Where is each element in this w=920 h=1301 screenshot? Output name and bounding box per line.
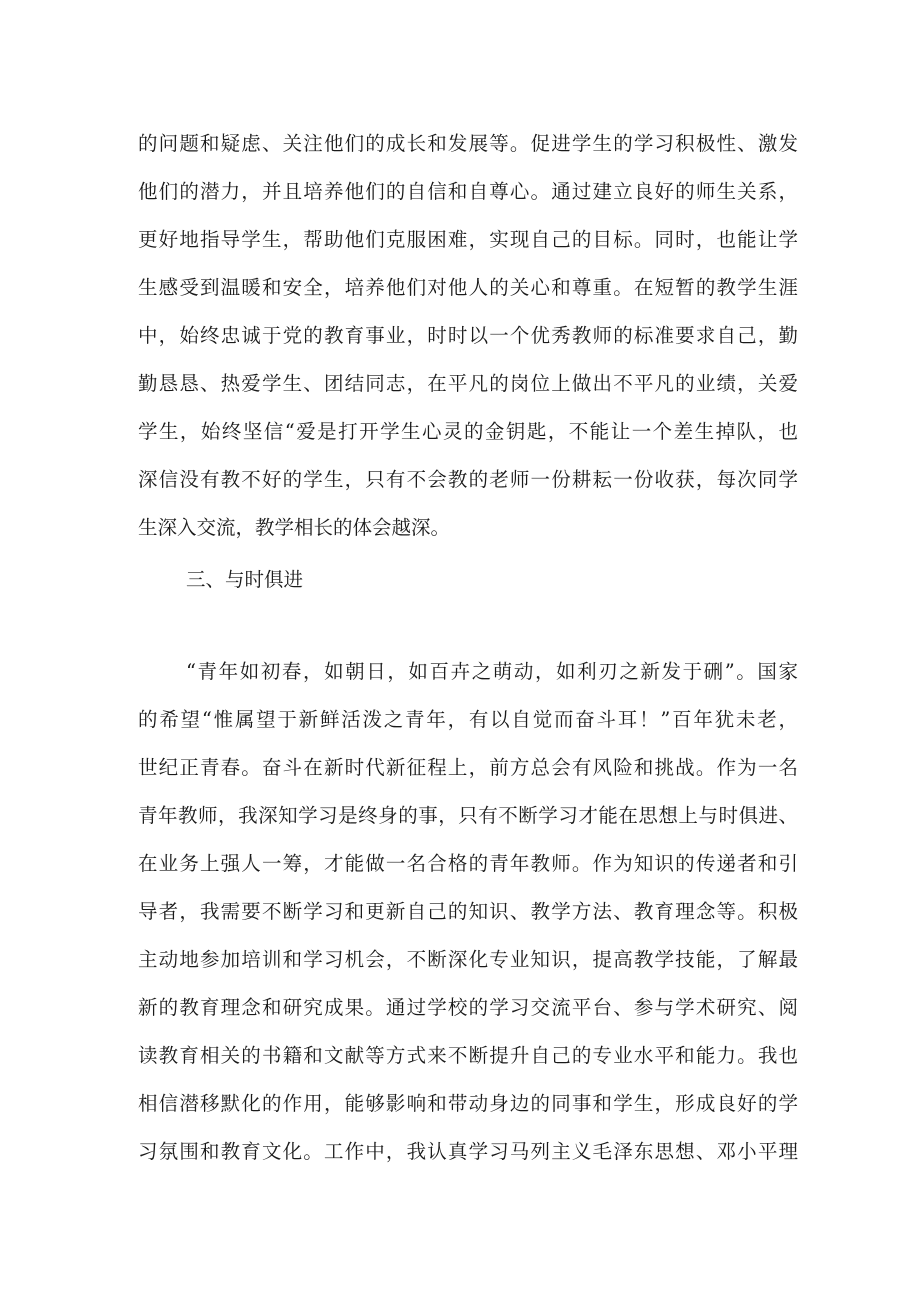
paragraph-line: 在业务上强人一筹，才能做一名合格的青年教师。作为知识的传递者和引 [138, 852, 798, 875]
paragraph-line: 的希望“惟属望于新鲜活泼之青年，有以自觉而奋斗耳！”百年犹未老， [138, 708, 798, 731]
paragraph-line: 习氛围和教育文化。工作中，我认真学习马列主义毛泽东思想、邓小平理 [138, 1140, 798, 1163]
paragraph-line: 他们的潜力，并且培养他们的自信和自尊心。通过建立良好的师生关系， [138, 180, 798, 203]
paragraph-line: 生感受到温暖和安全，培养他们对他人的关心和尊重。在短暂的教学生涯 [138, 276, 798, 299]
paragraph-line: 生深入交流，教学相长的体会越深。 [138, 516, 451, 539]
paragraph-line: 中，始终忠诚于党的教育事业，时时以一个优秀教师的标准要求自己，勤 [138, 324, 798, 347]
paragraph-line: 青年教师，我深知学习是终身的事，只有不断学习才能在思想上与时俱进、 [138, 804, 798, 827]
section-heading: 三、与时俱进 [186, 568, 304, 591]
paragraph-line: 读教育相关的书籍和文献等方式来不断提升自己的专业水平和能力。我也 [138, 1044, 798, 1067]
paragraph-line: 相信潜移默化的作用，能够影响和带动身边的同事和学生，形成良好的学 [138, 1092, 798, 1115]
paragraph-line: 的问题和疑虑、关注他们的成长和发展等。促进学生的学习积极性、激发 [138, 132, 798, 155]
paragraph-line: 更好地指导学生，帮助他们克服困难，实现自己的目标。同时，也能让学 [138, 228, 798, 251]
paragraph-line: 学生，始终坚信“爱是打开学生心灵的金钥匙，不能让一个差生掉队，也 [138, 420, 798, 443]
paragraph-line: “青年如初春，如朝日，如百卉之萌动，如利刃之新发于硎”。国家 [186, 660, 798, 683]
paragraph-line: 主动地参加培训和学习机会，不断深化专业知识，提高教学技能，了解最 [138, 948, 798, 971]
paragraph-line: 深信没有教不好的学生，只有不会教的老师一份耕耘一份收获，每次同学 [138, 468, 798, 491]
paragraph-line: 新的教育理念和研究成果。通过学校的学习交流平台、参与学术研究、阅 [138, 996, 798, 1019]
paragraph-line: 导者，我需要不断学习和更新自己的知识、教学方法、教育理念等。积极 [138, 900, 798, 923]
paragraph-line: 勤恳恳、热爱学生、团结同志，在平凡的岗位上做出不平凡的业绩，关爱 [138, 372, 798, 395]
paragraph-line: 世纪正青春。奋斗在新时代新征程上，前方总会有风险和挑战。作为一名 [138, 756, 798, 779]
